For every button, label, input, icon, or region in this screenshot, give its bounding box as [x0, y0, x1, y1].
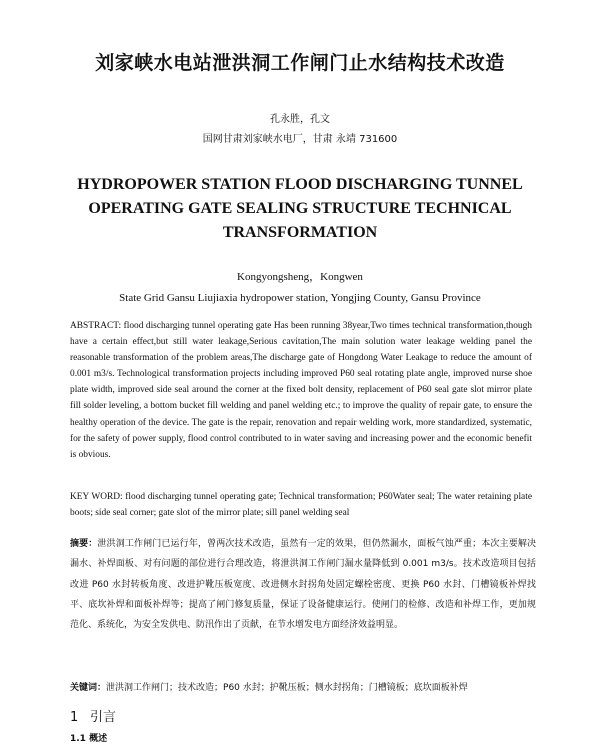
section-1-number: 1 — [70, 710, 79, 725]
chinese-keywords-label: 关键词： — [70, 683, 107, 693]
chinese-affiliation: 国网甘肃刘家峡水电厂，甘肃 永靖 731600 — [202, 134, 398, 145]
english-abstract — [70, 318, 532, 463]
chinese-abstract — [70, 534, 536, 635]
chinese-keywords-text: 泄洪洞工作闸门；技术改造；P60 水封；护靴压板；侧水封拐角；门槽镜板；底坎面板补焊 — [106, 683, 468, 693]
chinese-title: 刘家峡水电站泄洪洞工作闸门止水结构技术改造 — [95, 52, 505, 74]
english-abstract-text: flood discharging tunnel operating gate Has been running 38year,Two times technical transformation,though have a certain effect,but still water leakage,Serious cavitation,The main solution water leakage welding panel the reasonable transformation of the problem areas,The discharge gate of Hongdong Water Leakage to reduce the amount of 0.001 m3/s. Technological transformation projects including improved P60 seal rotating plate angle, improved nurse shoe plate width, improved side seal around the corner at the fixed bolt density, replacement of P60 seal gate slot mirror plate fill solder leveling, a bottom bucket fill welding and panel welding etc.; to improve the quality of repair gate, to ensure the healthy operation of the device. The gate is the repair, renovation and repair welding work, more standardized, systematic, for the safety of power supply, flood control contributed to in water saving and increasing power and the economic benefit is obvious. — [70, 321, 532, 460]
english-authors: Kongyongsheng，Kongwen — [237, 271, 363, 283]
chinese-abstract-label: 摘要： — [70, 539, 98, 549]
chinese-keywords — [70, 681, 536, 695]
english-title: HYDROPOWER STATION FLOOD DISCHARGING TUNNEL OPERATING GATE SEALING STRUCTURE TECHNICAL TRANSFORMATION — [77, 176, 523, 241]
english-affiliation: State Grid Gansu Liujiaxia hydropower station, Yongjing County, Gansu Province — [119, 292, 481, 304]
chinese-abstract-text: 泄洪洞工作闸门已运行年，曾两次技术改造，虽然有一定的效果，但仍然漏水，面板气蚀严重；本次主要解决漏水、补焊面板、对有问题的部位进行合理改造，将泄洪洞工作闸门漏水量降低到 0.001 m3/s。技术改造项目包括改进 P60 水封转板角度、改进护靴压板宽度、改进侧水封拐角处固定螺栓密度、更换 P60 水封、门槽镜板补焊找平、底坎补焊和面板补焊等；提高了闸门修复质量，保证了设备健康运行。使闸门的检修、改造和补焊工作，更加规范化、系统化，为安全发供电、防汛作出了贡献，在节水增发电方面经济效益明显。 — [70, 539, 536, 631]
english-abstract-label: ABSTRACT: — [70, 321, 122, 331]
english-keywords — [70, 489, 532, 521]
section-1-heading — [70, 706, 116, 725]
section-1-1-heading: 1.1 概述 — [70, 734, 108, 744]
section-1-title: 引言 — [90, 710, 117, 725]
chinese-authors: 孔永胜，孔文 — [270, 114, 330, 125]
english-keywords-label: KEY WORD: — [70, 492, 123, 502]
english-keywords-text: flood discharging tunnel operating gate; Technical transformation; P60Water seal; The water retaining plate boots; side seal corner; gate slot of the mirror plate; sill panel welding seal — [70, 492, 532, 518]
